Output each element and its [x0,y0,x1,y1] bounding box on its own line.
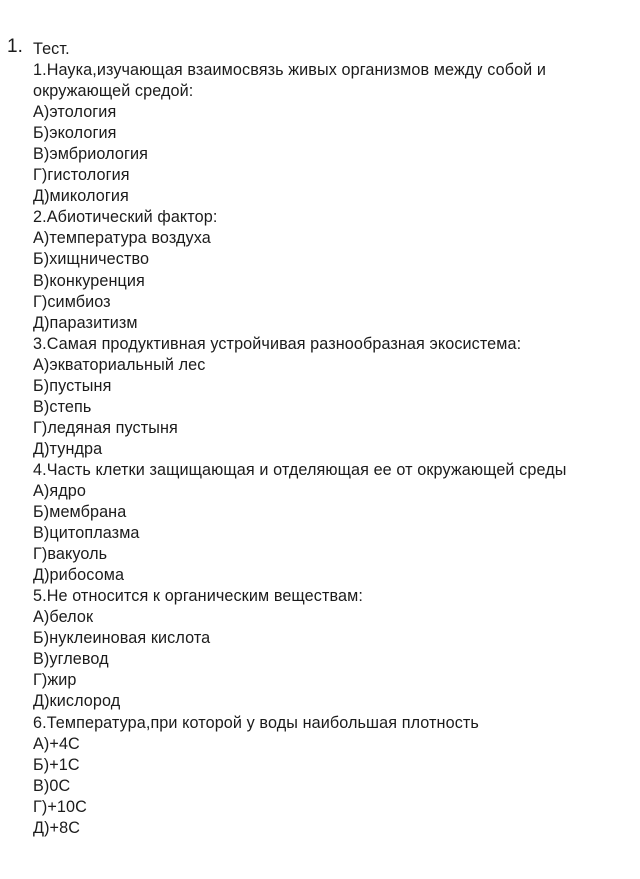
question-text: 6.Температура,при которой у воды наибольшая плотность [33,713,479,732]
question-text: 2.Абиотический фактор: [33,208,218,227]
answer-option: Д)рибосома [33,566,125,585]
answer-option: В)углевод [33,650,109,669]
list-item-number: 1. [7,36,23,57]
answer-option: Д)кислород [33,692,121,711]
answer-option: В)0С [33,776,71,795]
answer-option: Б)мембрана [33,503,127,522]
answer-option: А)этология [33,103,117,122]
answer-option: А)температура воздуха [33,229,211,248]
answer-option: Д)паразитизм [33,313,138,332]
answer-option: Г)вакуоль [33,545,108,564]
answer-option: В)цитоплазма [33,524,140,543]
answer-option: Б)нуклеиновая кислота [33,629,211,648]
answer-option: Г)ледяная пустыня [33,418,178,437]
question-text: 3.Самая продуктивная устройчивая разнообразная экосистема: [33,334,522,353]
answer-option: Б)пустыня [33,376,112,395]
answer-option: Б)хищничество [33,250,150,269]
answer-option: А)+4С [33,734,80,753]
answer-option: Б)экология [33,124,117,143]
question-text: 4.Часть клетки защищающая и отделяющая ее от окружающей среды [33,460,567,479]
answer-option: Б)+1С [33,755,80,774]
answer-option: Д)микология [33,187,129,206]
answer-option: Г)+10С [33,797,87,816]
answer-option: А)экваториальный лес [33,355,206,374]
answer-option: А)белок [33,608,94,627]
question-text: 5.Не относится к органическим веществам: [33,587,363,606]
answer-option: В)конкуренция [33,271,145,290]
answer-option: В)эмбриология [33,145,148,164]
answer-option: А)ядро [33,481,87,500]
answer-option: Г)симбиоз [33,292,111,311]
answer-option: Г)жир [33,671,77,690]
answer-option: В)степь [33,397,92,416]
answer-option: Д)тундра [33,439,103,458]
answer-option: Г)гистология [33,166,130,185]
test-title: Тест. [33,40,70,58]
answer-option: Д)+8С [33,818,80,837]
question-text: окружающей средой: [33,82,194,101]
test-content [33,39,640,839]
question-text: 1.Наука,изучающая взаимосвязь живых организмов между собой и [33,61,547,80]
